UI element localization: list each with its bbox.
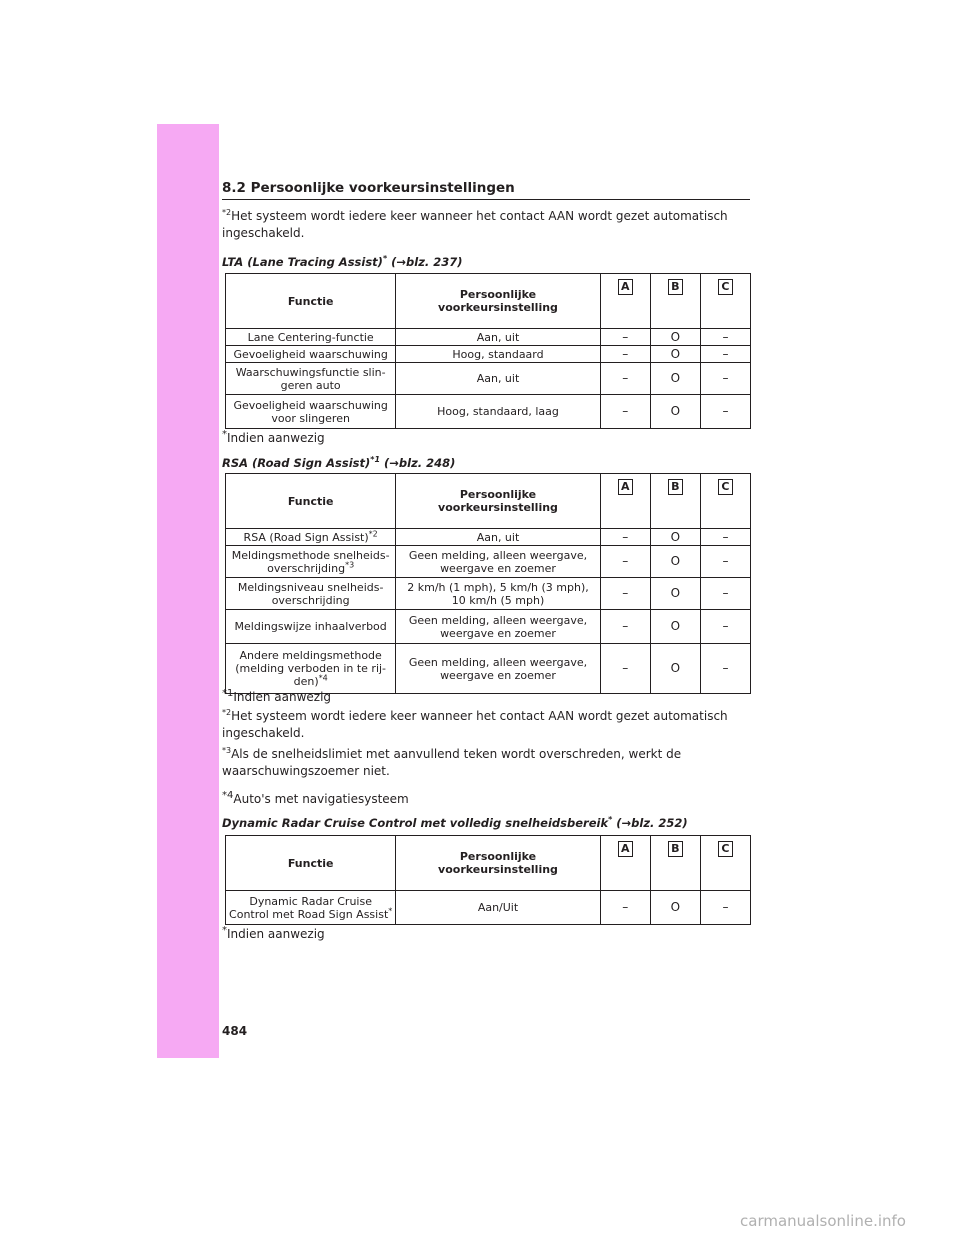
- cell-functie-sup: *: [388, 905, 393, 915]
- cell-functie: [226, 529, 396, 546]
- cell-functie-text: Meldingsmethode snelheids-overschrijding: [231, 548, 390, 575]
- cell-functie: Meldingswijze inhaalverbod: [226, 610, 396, 644]
- rsa-footnote-4: [222, 787, 409, 808]
- cell-c: –: [700, 644, 750, 694]
- footnote-sup: *4: [222, 790, 234, 801]
- lta-footnote: [222, 426, 325, 447]
- label-b-box: B: [668, 279, 683, 295]
- table-row: [226, 891, 751, 925]
- cell-instelling: Geen melding, alleen weergave, weergave en zoemer: [396, 644, 600, 694]
- rsa-footnote-3: [222, 746, 750, 780]
- intro-note-sup: *2: [222, 208, 232, 217]
- cell-functie: Lane Centering-functie: [226, 329, 396, 346]
- cell-a: –: [600, 644, 650, 694]
- cell-functie: Gevoeligheid waarschuwing voor slingeren: [226, 395, 396, 429]
- table-header-row: [226, 474, 751, 529]
- table-row: [226, 363, 751, 395]
- label-a-box: A: [618, 279, 633, 295]
- cell-functie: [226, 546, 396, 578]
- cell-b: O: [650, 546, 700, 578]
- cell-instelling: Aan/Uit: [396, 891, 600, 925]
- footnote-text: Het systeem wordt iedere keer wanneer het contact AAN wordt gezet automatisch ingeschakeld.: [222, 709, 728, 740]
- cell-instelling: Geen melding, alleen weergave, weergave en zoemer: [396, 610, 600, 644]
- drcc-title-sup: *: [608, 815, 613, 825]
- label-a-box: A: [618, 479, 633, 495]
- cell-a: –: [600, 891, 650, 925]
- header-a: [600, 474, 650, 529]
- cell-a: –: [600, 363, 650, 395]
- cell-c: –: [700, 363, 750, 395]
- page-number: 484: [222, 1024, 248, 1038]
- header-c: [700, 836, 750, 891]
- cell-b: O: [650, 363, 700, 395]
- table-row: [226, 610, 751, 644]
- cell-functie: [226, 891, 396, 925]
- cell-a: –: [600, 346, 650, 363]
- cell-functie: Gevoeligheid waarschuwing: [226, 346, 396, 363]
- cell-a: –: [600, 329, 650, 346]
- rsa-title: [222, 456, 455, 470]
- cell-functie-text: Andere meldingsmethode (melding verboden in te rij-den): [235, 649, 387, 688]
- table-header-row: [226, 836, 751, 891]
- cell-instelling: Aan, uit: [396, 363, 600, 395]
- table-row: [226, 529, 751, 546]
- header-functie: Functie: [226, 274, 396, 329]
- drcc-title-text: Dynamic Radar Cruise Control met volledig snelheidsbereik: [222, 816, 609, 830]
- header-functie: Functie: [226, 836, 396, 891]
- header-instelling: Persoonlijke voorkeursinstelling: [396, 274, 600, 329]
- cell-functie-sup: *3: [345, 559, 355, 569]
- cell-c: –: [700, 529, 750, 546]
- rsa-title-sup: *1: [370, 455, 381, 465]
- cell-functie: Meldingsniveau snelheids-overschrijding: [226, 578, 396, 610]
- cell-instelling: Hoog, standaard: [396, 346, 600, 363]
- rsa-footnote-2: [222, 708, 750, 742]
- header-a: [600, 274, 650, 329]
- cell-instelling: 2 km/h (1 mph), 5 km/h (3 mph), 10 km/h (5 mph): [396, 578, 600, 610]
- footnote-sup: *3: [222, 746, 232, 755]
- cell-instelling: Aan, uit: [396, 329, 600, 346]
- cell-c: –: [700, 346, 750, 363]
- lta-title-sup: *: [382, 254, 388, 264]
- table-row: [226, 329, 751, 346]
- drcc-footnote-text: Indien aanwezig: [227, 927, 325, 941]
- drcc-title-ref: (→blz. 252): [612, 816, 688, 830]
- cell-a: –: [600, 546, 650, 578]
- cell-instelling: Aan, uit: [396, 529, 600, 546]
- footnote-sup: *1: [222, 688, 234, 699]
- drcc-footnote-sup: *: [222, 925, 227, 936]
- header-a: [600, 836, 650, 891]
- cell-b: O: [650, 395, 700, 429]
- label-b-box: B: [668, 841, 683, 857]
- header-c: [700, 274, 750, 329]
- footnote-text: Indien aanwezig: [233, 690, 332, 704]
- table-header-row: [226, 274, 751, 329]
- lta-title: [222, 255, 463, 269]
- rsa-title-ref: (→blz. 248): [380, 456, 456, 470]
- cell-b: O: [650, 346, 700, 363]
- header-b: [650, 474, 700, 529]
- header-functie: Functie: [226, 474, 396, 529]
- intro-note: [222, 208, 750, 242]
- cell-c: –: [700, 610, 750, 644]
- cell-a: –: [600, 610, 650, 644]
- cell-b: O: [650, 610, 700, 644]
- cell-b: O: [650, 644, 700, 694]
- label-a-box: A: [618, 841, 633, 857]
- label-c-box: C: [718, 279, 733, 295]
- header-b: [650, 274, 700, 329]
- table-row: [226, 346, 751, 363]
- cell-b: O: [650, 578, 700, 610]
- cell-functie-sup: *2: [368, 528, 378, 538]
- cell-c: –: [700, 329, 750, 346]
- label-c-box: C: [718, 479, 733, 495]
- cell-c: –: [700, 546, 750, 578]
- footnote-text: Als de snelheidslimiet met aanvullend teken wordt overschreden, werkt de waarschuwingszoemer niet.: [222, 747, 682, 778]
- cell-c: –: [700, 395, 750, 429]
- lta-footnote-sup: *: [222, 429, 227, 440]
- cell-a: –: [600, 395, 650, 429]
- lta-title-text: LTA (Lane Tracing Assist): [222, 255, 383, 269]
- footnote-text: Auto's met navigatiesysteem: [233, 792, 409, 806]
- cell-functie-sup: *4: [318, 673, 328, 683]
- cell-b: O: [650, 891, 700, 925]
- header-instelling: Persoonlijke voorkeursinstelling: [396, 474, 600, 529]
- rsa-title-text: RSA (Road Sign Assist): [222, 456, 371, 470]
- cell-a: –: [600, 529, 650, 546]
- side-tab: [157, 124, 219, 1058]
- label-b-box: B: [668, 479, 683, 495]
- rsa-table: [225, 473, 751, 694]
- cell-instelling: Hoog, standaard, laag: [396, 395, 600, 429]
- header-c: [700, 474, 750, 529]
- header-b: [650, 836, 700, 891]
- watermark: carmanualsonline.info: [740, 1212, 906, 1230]
- drcc-footnote: [222, 922, 325, 943]
- rsa-footnote-1: [222, 685, 331, 706]
- cell-c: –: [700, 891, 750, 925]
- cell-functie-text: RSA (Road Sign Assist): [243, 530, 369, 544]
- cell-instelling: Geen melding, alleen weergave, weergave en zoemer: [396, 546, 600, 578]
- cell-c: –: [700, 578, 750, 610]
- cell-a: –: [600, 578, 650, 610]
- drcc-title: [222, 816, 688, 830]
- header-instelling: Persoonlijke voorkeursinstelling: [396, 836, 600, 891]
- cell-functie-text: Dynamic Radar Cruise Control met Road Sign Assist: [229, 894, 389, 921]
- drcc-table: [225, 835, 751, 925]
- table-row: [226, 395, 751, 429]
- footnote-sup: *2: [222, 708, 232, 717]
- cell-b: O: [650, 529, 700, 546]
- lta-title-ref: (→blz. 237): [387, 255, 463, 269]
- cell-functie: Waarschuwingsfunctie slin-geren auto: [226, 363, 396, 395]
- lta-table: [225, 273, 751, 429]
- lta-footnote-text: Indien aanwezig: [227, 431, 325, 445]
- cell-b: O: [650, 329, 700, 346]
- intro-note-text: Het systeem wordt iedere keer wanneer het contact AAN wordt gezet automatisch ingeschakeld.: [222, 209, 728, 240]
- label-c-box: C: [718, 841, 733, 857]
- table-row: [226, 578, 751, 610]
- table-row: [226, 546, 751, 578]
- section-heading: 8.2 Persoonlijke voorkeursinstellingen: [222, 180, 750, 200]
